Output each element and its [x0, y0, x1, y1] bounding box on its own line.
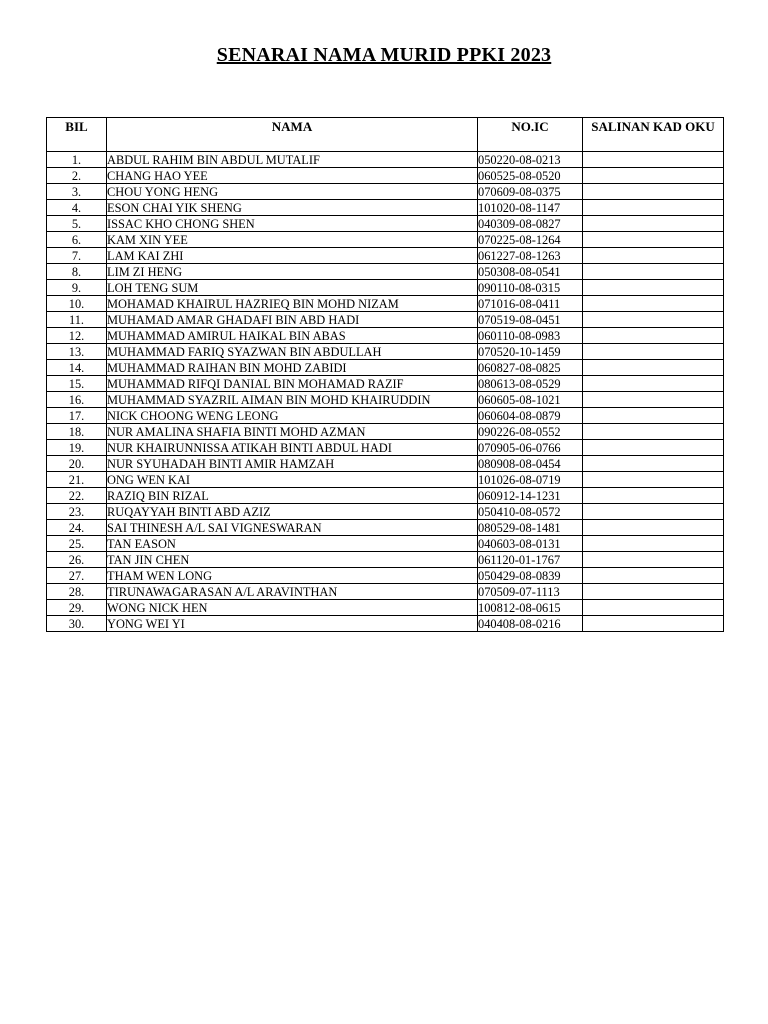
student-name: MUHAMMAD FARIQ SYAZWAN BIN ABDULLAH	[107, 344, 478, 360]
row-number: 21.	[47, 472, 107, 488]
ic-number: 080529-08-1481	[478, 520, 583, 536]
oku-card-copy	[583, 616, 724, 632]
row-number: 12.	[47, 328, 107, 344]
table-row	[47, 520, 724, 536]
row-number: 19.	[47, 440, 107, 456]
row-number: 18.	[47, 424, 107, 440]
student-name: KAM XIN YEE	[107, 232, 478, 248]
student-list-table	[46, 117, 724, 632]
table-row	[47, 504, 724, 520]
oku-card-copy	[583, 552, 724, 568]
ic-number: 060604-08-0879	[478, 408, 583, 424]
oku-card-copy	[583, 248, 724, 264]
student-name: WONG NICK HEN	[107, 600, 478, 616]
ic-number: 060525-08-0520	[478, 168, 583, 184]
table-row	[47, 392, 724, 408]
ic-number: 070520-10-1459	[478, 344, 583, 360]
row-number: 25.	[47, 536, 107, 552]
student-name: NUR AMALINA SHAFIA BINTI MOHD AZMAN	[107, 424, 478, 440]
ic-number: 070609-08-0375	[478, 184, 583, 200]
ic-number: 070509-07-1113	[478, 584, 583, 600]
ic-number: 060827-08-0825	[478, 360, 583, 376]
ic-number: 040309-08-0827	[478, 216, 583, 232]
ic-number: 060605-08-1021	[478, 392, 583, 408]
ic-number: 080908-08-0454	[478, 456, 583, 472]
row-number: 24.	[47, 520, 107, 536]
student-name: TAN JIN CHEN	[107, 552, 478, 568]
row-number: 15.	[47, 376, 107, 392]
oku-card-copy	[583, 184, 724, 200]
table-row	[47, 152, 724, 168]
oku-card-copy	[583, 200, 724, 216]
row-number: 29.	[47, 600, 107, 616]
student-name: RUQAYYAH BINTI ABD AZIZ	[107, 504, 478, 520]
table-row	[47, 296, 724, 312]
page-title: SENARAI NAMA MURID PPKI 2023	[216, 44, 552, 66]
ic-number: 090110-08-0315	[478, 280, 583, 296]
oku-card-copy	[583, 536, 724, 552]
row-number: 16.	[47, 392, 107, 408]
row-number: 1.	[47, 152, 107, 168]
table-row	[47, 584, 724, 600]
row-number: 10.	[47, 296, 107, 312]
student-name: MUHAMMAD RIFQI DANIAL BIN MOHAMAD RAZIF	[107, 376, 478, 392]
ic-number: 050410-08-0572	[478, 504, 583, 520]
ic-number: 040408-08-0216	[478, 616, 583, 632]
oku-card-copy	[583, 488, 724, 504]
student-name: LOH TENG SUM	[107, 280, 478, 296]
student-name: ESON CHAI YIK SHENG	[107, 200, 478, 216]
oku-card-copy	[583, 152, 724, 168]
table-row	[47, 200, 724, 216]
header-no-ic: NO.IC	[478, 118, 583, 152]
oku-card-copy	[583, 328, 724, 344]
header-bil: BIL	[47, 118, 107, 152]
table-row	[47, 552, 724, 568]
table-row	[47, 456, 724, 472]
student-name: MUHAMMAD SYAZRIL AIMAN BIN MOHD KHAIRUDDIN	[107, 392, 478, 408]
table-row	[47, 264, 724, 280]
student-name: ISSAC KHO CHONG SHEN	[107, 216, 478, 232]
table-row	[47, 216, 724, 232]
student-name: TIRUNAWAGARASAN A/L ARAVINTHAN	[107, 584, 478, 600]
student-name: LAM KAI ZHI	[107, 248, 478, 264]
ic-number: 070905-06-0766	[478, 440, 583, 456]
ic-number: 100812-08-0615	[478, 600, 583, 616]
table-row	[47, 360, 724, 376]
ic-number: 040603-08-0131	[478, 536, 583, 552]
ic-number: 090226-08-0552	[478, 424, 583, 440]
table-row	[47, 344, 724, 360]
oku-card-copy	[583, 584, 724, 600]
table-row	[47, 408, 724, 424]
oku-card-copy	[583, 568, 724, 584]
ic-number: 071016-08-0411	[478, 296, 583, 312]
student-name: THAM WEN LONG	[107, 568, 478, 584]
oku-card-copy	[583, 312, 724, 328]
oku-card-copy	[583, 232, 724, 248]
student-name: SAI THINESH A/L SAI VIGNESWARAN	[107, 520, 478, 536]
ic-number: 050220-08-0213	[478, 152, 583, 168]
oku-card-copy	[583, 408, 724, 424]
row-number: 30.	[47, 616, 107, 632]
student-name: ABDUL RAHIM BIN ABDUL MUTALIF	[107, 152, 478, 168]
row-number: 9.	[47, 280, 107, 296]
oku-card-copy	[583, 520, 724, 536]
row-number: 2.	[47, 168, 107, 184]
student-name: TAN EASON	[107, 536, 478, 552]
oku-card-copy	[583, 600, 724, 616]
table-row	[47, 328, 724, 344]
table-row	[47, 312, 724, 328]
table-header-row	[47, 118, 724, 152]
row-number: 23.	[47, 504, 107, 520]
student-name: RAZIQ BIN RIZAL	[107, 488, 478, 504]
oku-card-copy	[583, 296, 724, 312]
row-number: 27.	[47, 568, 107, 584]
ic-number: 050429-08-0839	[478, 568, 583, 584]
ic-number: 080613-08-0529	[478, 376, 583, 392]
student-name: NICK CHOONG WENG LEONG	[107, 408, 478, 424]
table-row	[47, 616, 724, 632]
student-name: NUR KHAIRUNNISSA ATIKAH BINTI ABDUL HADI	[107, 440, 478, 456]
ic-number: 101020-08-1147	[478, 200, 583, 216]
student-name: CHANG HAO YEE	[107, 168, 478, 184]
oku-card-copy	[583, 392, 724, 408]
header-nama: NAMA	[107, 118, 478, 152]
table-row	[47, 232, 724, 248]
oku-card-copy	[583, 360, 724, 376]
row-number: 14.	[47, 360, 107, 376]
oku-card-copy	[583, 168, 724, 184]
table-row	[47, 472, 724, 488]
ic-number: 061227-08-1263	[478, 248, 583, 264]
header-salinan-kad-oku: SALINAN KAD OKU	[583, 118, 724, 152]
table-row	[47, 536, 724, 552]
oku-card-copy	[583, 456, 724, 472]
ic-number: 060110-08-0983	[478, 328, 583, 344]
student-name: YONG WEI YI	[107, 616, 478, 632]
ic-number: 050308-08-0541	[478, 264, 583, 280]
row-number: 11.	[47, 312, 107, 328]
ic-number: 061120-01-1767	[478, 552, 583, 568]
row-number: 17.	[47, 408, 107, 424]
table-row	[47, 168, 724, 184]
oku-card-copy	[583, 280, 724, 296]
oku-card-copy	[583, 376, 724, 392]
row-number: 8.	[47, 264, 107, 280]
oku-card-copy	[583, 504, 724, 520]
oku-card-copy	[583, 440, 724, 456]
table-row	[47, 376, 724, 392]
oku-card-copy	[583, 264, 724, 280]
table-row	[47, 280, 724, 296]
table-row	[47, 568, 724, 584]
row-number: 20.	[47, 456, 107, 472]
row-number: 4.	[47, 200, 107, 216]
student-name: ONG WEN KAI	[107, 472, 478, 488]
ic-number: 060912-14-1231	[478, 488, 583, 504]
oku-card-copy	[583, 344, 724, 360]
student-name: NUR SYUHADAH BINTI AMIR HAMZAH	[107, 456, 478, 472]
oku-card-copy	[583, 424, 724, 440]
student-name: LIM ZI HENG	[107, 264, 478, 280]
student-name: MUHAMMAD AMIRUL HAIKAL BIN ABAS	[107, 328, 478, 344]
student-name: MOHAMAD KHAIRUL HAZRIEQ BIN MOHD NIZAM	[107, 296, 478, 312]
ic-number: 070225-08-1264	[478, 232, 583, 248]
row-number: 7.	[47, 248, 107, 264]
row-number: 26.	[47, 552, 107, 568]
row-number: 28.	[47, 584, 107, 600]
table-body	[47, 152, 724, 632]
oku-card-copy	[583, 216, 724, 232]
table-row	[47, 248, 724, 264]
ic-number: 070519-08-0451	[478, 312, 583, 328]
student-name: CHOU YONG HENG	[107, 184, 478, 200]
student-name: MUHAMMAD RAIHAN BIN MOHD ZABIDI	[107, 360, 478, 376]
student-name: MUHAMAD AMAR GHADAFI BIN ABD HADI	[107, 312, 478, 328]
table-row	[47, 600, 724, 616]
row-number: 13.	[47, 344, 107, 360]
ic-number: 101026-08-0719	[478, 472, 583, 488]
row-number: 5.	[47, 216, 107, 232]
table-row	[47, 424, 724, 440]
table-row	[47, 184, 724, 200]
row-number: 6.	[47, 232, 107, 248]
table-row	[47, 440, 724, 456]
oku-card-copy	[583, 472, 724, 488]
row-number: 22.	[47, 488, 107, 504]
row-number: 3.	[47, 184, 107, 200]
table-row	[47, 488, 724, 504]
